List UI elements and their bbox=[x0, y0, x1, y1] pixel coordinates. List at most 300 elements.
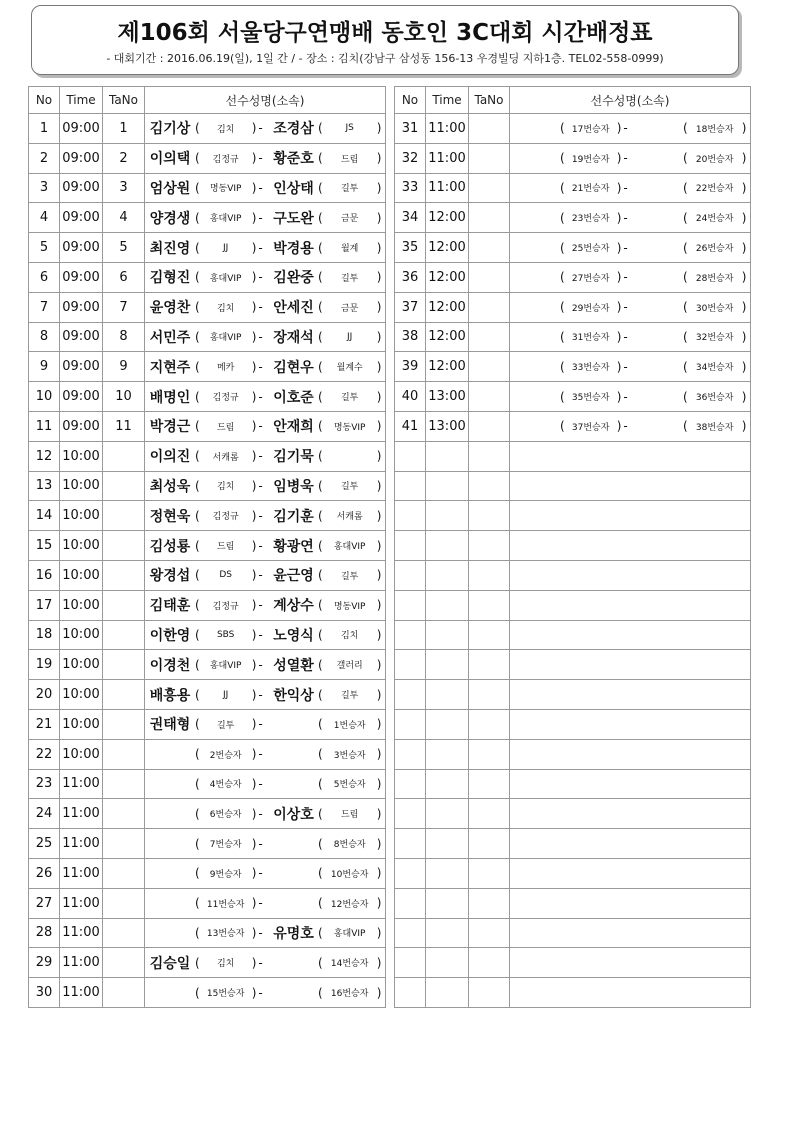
cell-tano bbox=[469, 352, 510, 382]
player-2 bbox=[269, 327, 382, 347]
cell-players bbox=[145, 680, 386, 710]
open-paren: ( bbox=[195, 836, 200, 851]
dash: - bbox=[258, 896, 263, 911]
cell-time: 11:00 bbox=[60, 978, 103, 1008]
player-2-club: 서캐롬 bbox=[336, 512, 363, 523]
player-1-club: 서캐롬 bbox=[212, 452, 239, 463]
player-2-club: 드림 bbox=[340, 154, 359, 165]
cell-no: 23 bbox=[29, 769, 60, 799]
open-paren: ( bbox=[195, 657, 200, 672]
table-row bbox=[395, 501, 751, 531]
open-paren: ( bbox=[318, 359, 323, 374]
player-2 bbox=[269, 267, 382, 287]
player-1 bbox=[510, 121, 634, 135]
player-2-name: 성열환 bbox=[273, 657, 314, 674]
player-2-club: 김치 bbox=[340, 631, 359, 642]
cell-tano bbox=[103, 709, 145, 739]
cell-time: 10:00 bbox=[60, 441, 103, 471]
player-2-club: 20번승자 bbox=[695, 154, 734, 165]
player-2 bbox=[269, 625, 382, 645]
player-2 bbox=[269, 118, 382, 138]
open-paren: ( bbox=[318, 240, 323, 255]
player-1-club: 6번승자 bbox=[209, 810, 242, 821]
table-row bbox=[29, 173, 386, 203]
player-2-club: 38번승자 bbox=[695, 422, 734, 433]
cell-tano bbox=[469, 829, 510, 859]
player-1 bbox=[145, 357, 269, 377]
cell-players bbox=[510, 114, 751, 144]
match-pair bbox=[510, 144, 750, 173]
cell-players bbox=[145, 620, 386, 650]
player-2-club: 갤러리 bbox=[336, 661, 363, 672]
cell-players bbox=[145, 858, 386, 888]
table-row bbox=[395, 411, 751, 441]
table-row bbox=[29, 531, 386, 561]
player-2-club: 14번승자 bbox=[330, 959, 369, 970]
cell-players bbox=[145, 292, 386, 322]
table-row bbox=[29, 114, 386, 144]
table-row bbox=[29, 411, 386, 441]
cell-time: 13:00 bbox=[426, 411, 469, 441]
player-1-club: 2번승자 bbox=[209, 750, 242, 761]
player-2-club: 8번승자 bbox=[333, 840, 366, 851]
player-2 bbox=[269, 297, 382, 317]
open-paren: ( bbox=[318, 568, 323, 583]
cell-time: 09:00 bbox=[60, 114, 103, 144]
cell-players bbox=[510, 471, 751, 501]
close-paren: ) bbox=[376, 538, 382, 553]
cell-time bbox=[426, 680, 469, 710]
player-2 bbox=[634, 360, 747, 374]
dash: - bbox=[258, 627, 263, 642]
cell-players bbox=[145, 650, 386, 680]
open-paren: ( bbox=[560, 210, 565, 225]
close-paren: ) bbox=[376, 925, 382, 940]
player-1 bbox=[145, 267, 269, 287]
player-1-club: 11번승자 bbox=[206, 899, 245, 910]
cell-tano bbox=[103, 918, 145, 948]
cell-tano bbox=[469, 143, 510, 173]
table-row bbox=[395, 858, 751, 888]
cell-time bbox=[426, 620, 469, 650]
cell-players bbox=[510, 203, 751, 233]
match-pair bbox=[145, 233, 385, 262]
match-pair bbox=[145, 829, 385, 858]
cell-tano: 9 bbox=[103, 352, 145, 382]
cell-time bbox=[426, 590, 469, 620]
open-paren: ( bbox=[195, 747, 200, 762]
dash: - bbox=[258, 329, 263, 344]
dash: - bbox=[258, 478, 263, 493]
open-paren: ( bbox=[318, 657, 323, 672]
player-2 bbox=[269, 866, 382, 880]
player-1 bbox=[145, 926, 269, 940]
open-paren: ( bbox=[318, 776, 323, 791]
cell-time: 12:00 bbox=[426, 292, 469, 322]
close-paren: ) bbox=[376, 806, 382, 821]
player-1-club: 15번승자 bbox=[206, 989, 245, 999]
match-pair bbox=[510, 203, 750, 232]
open-paren: ( bbox=[195, 985, 200, 1000]
dash: - bbox=[258, 985, 263, 1000]
match-pair bbox=[145, 442, 385, 471]
cell-time: 10:00 bbox=[60, 590, 103, 620]
cell-no: 14 bbox=[29, 501, 60, 531]
player-2 bbox=[269, 956, 382, 970]
open-paren: ( bbox=[318, 300, 323, 315]
close-paren: ) bbox=[376, 776, 382, 791]
cell-tano bbox=[469, 233, 510, 263]
cell-tano bbox=[103, 799, 145, 829]
cell-no bbox=[395, 978, 426, 1008]
player-1-name: 이의진 bbox=[149, 449, 191, 466]
open-paren: ( bbox=[318, 925, 323, 940]
cell-time bbox=[426, 888, 469, 918]
player-2-club: 22번승자 bbox=[695, 184, 734, 195]
player-1-club: 33번승자 bbox=[571, 363, 610, 374]
table-row bbox=[395, 590, 751, 620]
match-pair bbox=[145, 680, 385, 709]
cell-time: 10:00 bbox=[60, 620, 103, 650]
player-1 bbox=[510, 211, 634, 225]
player-2-club: 홍대VIP bbox=[333, 929, 366, 940]
cell-players bbox=[145, 233, 386, 263]
cell-players bbox=[510, 650, 751, 680]
player-2 bbox=[269, 717, 382, 731]
player-2 bbox=[634, 121, 747, 135]
close-paren: ) bbox=[251, 985, 257, 1000]
match-pair bbox=[145, 650, 385, 679]
close-paren: ) bbox=[251, 151, 257, 166]
player-1-name: 서민주 bbox=[149, 329, 191, 346]
cell-tano bbox=[103, 441, 145, 471]
cell-time bbox=[426, 769, 469, 799]
cell-time: 09:00 bbox=[60, 292, 103, 322]
cell-tano bbox=[103, 858, 145, 888]
player-2-name: 김기훈 bbox=[273, 508, 314, 525]
cell-players bbox=[145, 382, 386, 412]
open-paren: ( bbox=[195, 508, 200, 523]
cell-tano bbox=[469, 888, 510, 918]
cell-players bbox=[145, 560, 386, 590]
player-1-club: 드림 bbox=[216, 422, 235, 433]
table-row bbox=[395, 441, 751, 471]
player-1 bbox=[145, 837, 269, 851]
close-paren: ) bbox=[376, 121, 382, 136]
player-2-name: 윤근영 bbox=[273, 568, 314, 585]
match-pair bbox=[145, 352, 385, 381]
player-2-name: 김완중 bbox=[273, 270, 314, 287]
player-2 bbox=[634, 181, 747, 195]
cell-time: 10:00 bbox=[60, 650, 103, 680]
close-paren: ) bbox=[376, 329, 382, 344]
close-paren: ) bbox=[376, 359, 382, 374]
cell-tano bbox=[469, 173, 510, 203]
player-2-name: 구도완 bbox=[273, 210, 314, 227]
cell-no: 8 bbox=[29, 322, 60, 352]
cell-time bbox=[426, 978, 469, 1008]
close-paren: ) bbox=[251, 389, 257, 404]
page-subtitle: - 대회기간 : 2016.06.19(일), 1일 간 / - 장소 : 김치(강남구 삼성동 156-13 우경빌딩 지하1층. TEL02-558-0999) bbox=[106, 52, 664, 65]
table-row bbox=[395, 739, 751, 769]
player-2-name: 황광연 bbox=[273, 538, 314, 555]
close-paren: ) bbox=[741, 180, 747, 195]
player-1 bbox=[510, 300, 634, 314]
player-1-club: 김치 bbox=[216, 482, 235, 493]
close-paren: ) bbox=[251, 657, 257, 672]
dash: - bbox=[623, 389, 628, 404]
close-paren: ) bbox=[616, 270, 622, 285]
cell-players bbox=[510, 560, 751, 590]
cell-players bbox=[510, 143, 751, 173]
player-2 bbox=[269, 747, 382, 761]
open-paren: ( bbox=[195, 925, 200, 940]
cell-players bbox=[510, 620, 751, 650]
player-2-club: 길투 bbox=[340, 571, 359, 582]
player-1 bbox=[145, 476, 269, 496]
cell-time bbox=[426, 531, 469, 561]
player-2-name: 인상태 bbox=[273, 180, 314, 197]
close-paren: ) bbox=[616, 210, 622, 225]
dash: - bbox=[623, 300, 628, 315]
cell-tano bbox=[469, 501, 510, 531]
player-1-club: 김치 bbox=[216, 124, 235, 135]
close-paren: ) bbox=[251, 359, 257, 374]
player-1 bbox=[145, 536, 269, 556]
open-paren: ( bbox=[318, 538, 323, 553]
player-1-club: 메카 bbox=[216, 363, 235, 374]
player-1-club: DS bbox=[219, 570, 233, 581]
cell-players bbox=[510, 590, 751, 620]
open-paren: ( bbox=[318, 508, 323, 523]
cell-tano bbox=[469, 560, 510, 590]
player-2 bbox=[269, 476, 382, 496]
match-pair bbox=[145, 561, 385, 590]
dash: - bbox=[623, 151, 628, 166]
match-pair bbox=[510, 263, 750, 292]
open-paren: ( bbox=[560, 389, 565, 404]
player-1-club: 4번승자 bbox=[209, 780, 242, 791]
open-paren: ( bbox=[683, 240, 688, 255]
table-row bbox=[395, 203, 751, 233]
player-1-name: 김태훈 bbox=[149, 598, 191, 615]
close-paren: ) bbox=[616, 389, 622, 404]
open-paren: ( bbox=[318, 717, 323, 732]
open-paren: ( bbox=[318, 180, 323, 195]
player-1-name: 이경천 bbox=[149, 657, 191, 674]
table-header-row bbox=[395, 87, 751, 114]
cell-no bbox=[395, 918, 426, 948]
close-paren: ) bbox=[376, 717, 382, 732]
cell-players bbox=[145, 829, 386, 859]
match-pair bbox=[145, 293, 385, 322]
table-row bbox=[395, 799, 751, 829]
player-1 bbox=[145, 208, 269, 228]
open-paren: ( bbox=[560, 180, 565, 195]
cell-players bbox=[510, 948, 751, 978]
match-pair bbox=[145, 114, 385, 143]
player-2 bbox=[269, 387, 382, 407]
open-paren: ( bbox=[195, 121, 200, 136]
table-row bbox=[29, 322, 386, 352]
cell-players bbox=[145, 471, 386, 501]
cell-no bbox=[395, 888, 426, 918]
cell-no: 30 bbox=[29, 978, 60, 1008]
player-2 bbox=[634, 419, 747, 433]
player-2-name: 김기묵 bbox=[273, 449, 314, 466]
table-row bbox=[395, 233, 751, 263]
cell-tano bbox=[103, 501, 145, 531]
cell-no: 27 bbox=[29, 888, 60, 918]
cell-time bbox=[426, 501, 469, 531]
cell-time bbox=[426, 650, 469, 680]
cell-no bbox=[395, 620, 426, 650]
match-pair bbox=[145, 889, 385, 918]
cell-no bbox=[395, 471, 426, 501]
cell-no bbox=[395, 441, 426, 471]
player-2-club: 36번승자 bbox=[695, 393, 734, 404]
open-paren: ( bbox=[318, 955, 323, 970]
cell-players bbox=[145, 978, 386, 1008]
cell-tano bbox=[103, 560, 145, 590]
player-2-club: 금문 bbox=[340, 214, 359, 225]
table-row bbox=[29, 143, 386, 173]
cell-no bbox=[395, 709, 426, 739]
close-paren: ) bbox=[376, 687, 382, 702]
close-paren: ) bbox=[376, 747, 382, 762]
match-pair bbox=[145, 740, 385, 769]
cell-tano bbox=[103, 680, 145, 710]
cell-no: 34 bbox=[395, 203, 426, 233]
player-2-name: 이호준 bbox=[273, 389, 314, 406]
player-2-club: 월계 bbox=[340, 244, 359, 255]
open-paren: ( bbox=[195, 717, 200, 732]
player-2-club: 1번승자 bbox=[333, 720, 366, 731]
match-pair bbox=[145, 770, 385, 799]
cell-time: 10:00 bbox=[60, 709, 103, 739]
cell-tano bbox=[103, 888, 145, 918]
col-header-time: Time bbox=[60, 87, 103, 114]
open-paren: ( bbox=[318, 836, 323, 851]
player-1 bbox=[145, 148, 269, 168]
cell-players bbox=[145, 501, 386, 531]
dash: - bbox=[623, 329, 628, 344]
player-2 bbox=[634, 241, 747, 255]
open-paren: ( bbox=[195, 568, 200, 583]
open-paren: ( bbox=[683, 329, 688, 344]
player-1 bbox=[145, 953, 269, 973]
open-paren: ( bbox=[318, 210, 323, 225]
open-paren: ( bbox=[683, 359, 688, 374]
match-pair bbox=[145, 799, 385, 828]
player-2-club: 홍대VIP bbox=[333, 542, 366, 553]
open-paren: ( bbox=[318, 985, 323, 1000]
open-paren: ( bbox=[195, 210, 200, 225]
player-1-club: 길투 bbox=[216, 720, 235, 731]
close-paren: ) bbox=[251, 747, 257, 762]
cell-players bbox=[510, 262, 751, 292]
player-1-name: 지현주 bbox=[149, 359, 191, 376]
player-2 bbox=[634, 300, 747, 314]
cell-tano bbox=[469, 858, 510, 888]
table-row bbox=[395, 709, 751, 739]
cell-no: 28 bbox=[29, 918, 60, 948]
close-paren: ) bbox=[251, 598, 257, 613]
cell-tano bbox=[469, 620, 510, 650]
cell-no: 16 bbox=[29, 560, 60, 590]
cell-players bbox=[510, 769, 751, 799]
player-1-name: 최성욱 bbox=[149, 478, 191, 495]
cell-tano bbox=[103, 948, 145, 978]
cell-no bbox=[395, 739, 426, 769]
table-row bbox=[29, 739, 386, 769]
match-pair bbox=[145, 412, 385, 441]
close-paren: ) bbox=[376, 210, 382, 225]
document-header bbox=[31, 5, 739, 75]
match-pair bbox=[145, 978, 385, 1007]
player-2 bbox=[269, 416, 382, 436]
dash: - bbox=[258, 955, 263, 970]
table-row bbox=[29, 829, 386, 859]
player-2 bbox=[634, 390, 747, 404]
schedule-table-right bbox=[394, 86, 751, 1008]
close-paren: ) bbox=[741, 419, 747, 434]
table-row bbox=[29, 709, 386, 739]
cell-no: 15 bbox=[29, 531, 60, 561]
open-paren: ( bbox=[195, 389, 200, 404]
open-paren: ( bbox=[195, 300, 200, 315]
cell-tano: 11 bbox=[103, 411, 145, 441]
cell-time: 09:00 bbox=[60, 382, 103, 412]
cell-time bbox=[426, 858, 469, 888]
cell-players bbox=[510, 858, 751, 888]
match-pair bbox=[145, 621, 385, 650]
cell-tano: 6 bbox=[103, 262, 145, 292]
table-row bbox=[29, 948, 386, 978]
close-paren: ) bbox=[251, 866, 257, 881]
player-1 bbox=[510, 241, 634, 255]
cell-players bbox=[145, 590, 386, 620]
player-2-club: 3번승자 bbox=[333, 750, 366, 761]
col-header-no: No bbox=[395, 87, 426, 114]
player-1-club: 홍대VIP bbox=[209, 214, 242, 225]
player-1-club: 21번승자 bbox=[571, 184, 610, 195]
cell-players bbox=[145, 143, 386, 173]
close-paren: ) bbox=[251, 538, 257, 553]
open-paren: ( bbox=[318, 747, 323, 762]
open-paren: ( bbox=[683, 121, 688, 136]
close-paren: ) bbox=[376, 568, 382, 583]
close-paren: ) bbox=[741, 329, 747, 344]
cell-tano bbox=[469, 739, 510, 769]
cell-tano bbox=[469, 114, 510, 144]
cell-players bbox=[510, 888, 751, 918]
dash: - bbox=[258, 687, 263, 702]
player-1 bbox=[510, 330, 634, 344]
cell-no: 37 bbox=[395, 292, 426, 322]
table-row bbox=[395, 560, 751, 590]
player-1-name: 권태형 bbox=[149, 717, 191, 734]
player-1 bbox=[145, 685, 269, 705]
player-1 bbox=[145, 387, 269, 407]
open-paren: ( bbox=[195, 478, 200, 493]
player-1-club: SBS bbox=[216, 629, 235, 640]
close-paren: ) bbox=[251, 508, 257, 523]
open-paren: ( bbox=[195, 955, 200, 970]
cell-no bbox=[395, 560, 426, 590]
close-paren: ) bbox=[251, 449, 257, 464]
player-2 bbox=[634, 270, 747, 284]
